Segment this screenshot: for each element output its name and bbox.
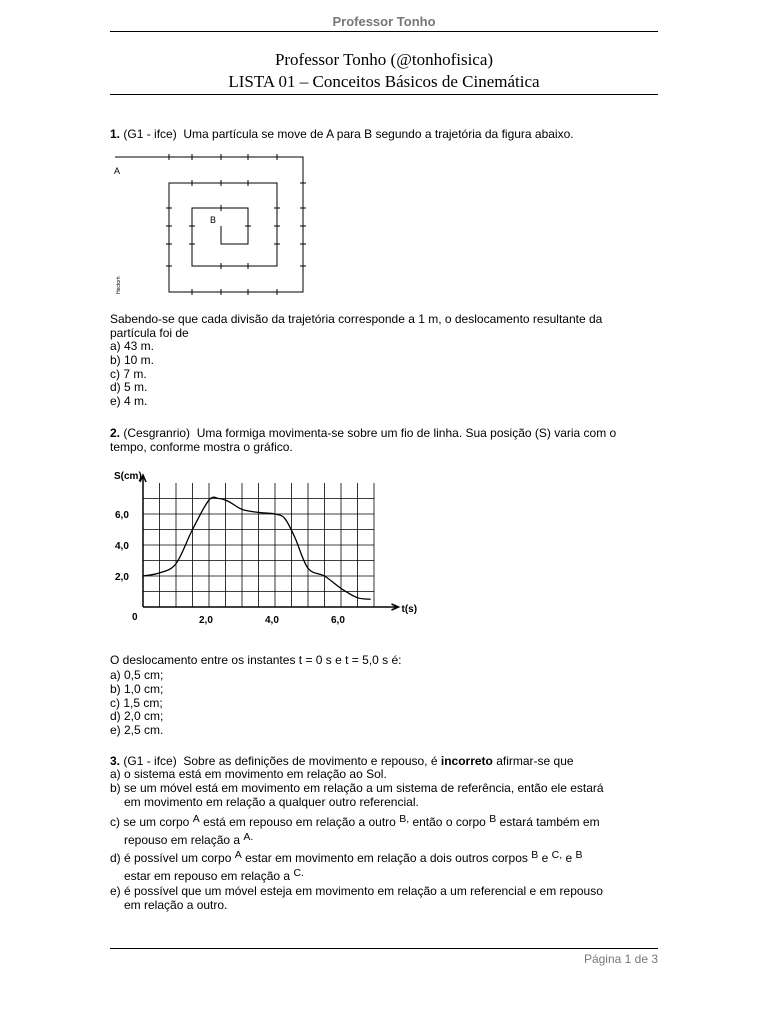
chart-y-tick-2: 2,0: [115, 572, 129, 583]
q1-division-ticks: [166, 154, 306, 295]
chart-grid: [143, 483, 374, 607]
q3-option-e-line1: e) é possível que um móvel esteja em movimento em relação a um referencial e em repouso: [110, 884, 603, 898]
q3-option-d-body-b: B: [531, 849, 539, 861]
chart-x-axis-label: t(s): [401, 604, 418, 615]
q3-option-e-line2: em relação a outro.: [124, 897, 228, 912]
chart-origin-label: 0: [132, 612, 138, 623]
q3-number: 3.: [110, 754, 121, 768]
q3-option-d-body-c: C,: [551, 849, 563, 861]
chart-x-tick-4: 4,0: [265, 615, 279, 626]
q1-label-a: A: [114, 166, 121, 176]
q3-text-bold: incorreto: [440, 754, 493, 768]
document-subtitle: LISTA 01 – Conceitos Básicos de Cinemática: [228, 72, 540, 91]
q3-option-c-line2-text: repouso em relação a: [124, 832, 241, 847]
q1-label-b: B: [210, 215, 217, 225]
q1-option-a: a) 43 m.: [110, 339, 155, 353]
q1-option-b: b) 10 m.: [110, 352, 155, 367]
q3-option-c: [110, 813, 660, 849]
q1-number: 1.: [110, 127, 121, 141]
q1-option-c: c) 7 m.: [110, 366, 147, 381]
q2-option-b: b) 1,0 cm;: [110, 681, 164, 696]
q3-option-c-body-b: B,: [399, 813, 410, 825]
q3-text-post: afirmar-se que: [492, 754, 574, 768]
title-rule: [110, 94, 658, 95]
q3-option-c-pre: c) se um corpo: [110, 815, 190, 829]
q3-option-b-line2: em movimento em relação a qualquer outro referencial.: [124, 794, 419, 809]
q2-source: (Cesgranrio): [123, 426, 191, 440]
q2-text-line1: Uma formiga movimenta-se sobre um fio de linha. Sua posição (S) varia com o: [196, 426, 617, 440]
q3-option-d-and1: e: [541, 851, 549, 865]
q2-text-line2: tempo, conforme mostra o gráfico.: [110, 440, 293, 454]
chart-x-tick-2: 2,0: [199, 615, 213, 626]
q1-text: Uma partícula se move de A para B segundo a trajetória da figura abaixo.: [183, 127, 574, 141]
q3-option-d-pre: d) é possível um corpo: [110, 851, 232, 865]
chart-y-axis: [140, 475, 146, 607]
q3-option-e: [110, 885, 660, 913]
q1-option-e: e) 4 m.: [110, 394, 148, 409]
document-title: Professor Tonho (@tonhofisica): [274, 50, 494, 69]
header-rule: [110, 31, 658, 32]
q3-option-d-and2: e: [565, 851, 573, 865]
q3-option-b-line1: b) se um móvel está em movimento em relação a um sistema de referência, então ele estará: [110, 781, 604, 795]
q2-options: [110, 669, 660, 738]
q2-position-time-chart: [110, 470, 420, 640]
q2-number: 2.: [110, 426, 121, 440]
chart-x-axis: [143, 604, 399, 610]
q2-option-d: d) 2,0 cm;: [110, 709, 164, 724]
chart-axes: [140, 475, 399, 610]
q3-statement: [110, 754, 660, 768]
q3-option-d-line2-text: estar em repouso em relação a: [124, 868, 291, 883]
q3-option-d-body-c2: C.: [293, 866, 304, 879]
chart-y-tick-4: 4,0: [115, 541, 129, 552]
q3-text-pre: Sobre as definições de movimento e repouso, é: [183, 754, 441, 768]
q3-option-a: a) o sistema está em movimento em relação ao Sol.: [110, 767, 387, 781]
q1-figure-credit: Hectorh: [116, 276, 122, 294]
q1-options: [110, 340, 660, 409]
q3-option-d-body-b2: B: [575, 849, 583, 861]
q3-option-d-line2: [110, 866, 660, 885]
q1-option-d: d) 5 m.: [110, 380, 148, 395]
q3-option-d-mid: estar em movimento em relação a dois outros corpos: [245, 851, 528, 865]
page-number: Página 1 de 3: [583, 952, 658, 966]
q1-prompt: [110, 312, 660, 340]
q3-option-c-body-a: A: [192, 813, 200, 825]
q3-option-c-mid: está em repouso em relação a outro: [203, 815, 396, 829]
q2-statement: [110, 426, 660, 454]
q3-option-d-body-a: A: [234, 849, 242, 861]
q2-option-c: c) 1,5 cm;: [110, 695, 163, 710]
chart-series-line: [143, 497, 371, 599]
q1-prompt-line1: Sabendo-se que cada divisão da trajetória corresponde a 1 m, o deslocamento resultante da: [110, 312, 603, 326]
q3-option-c-post: estará também em: [499, 815, 600, 829]
q3-option-c-body-a2: A.: [243, 830, 254, 843]
chart-y-axis-label: S(cm): [114, 471, 142, 482]
q1-trajectory-figure: [110, 152, 320, 300]
q3-option-c-mid2: então o corpo: [412, 815, 486, 829]
q2-option-e: e) 2,5 cm.: [110, 723, 164, 738]
q1-prompt-line2: partícula foi de: [110, 326, 189, 340]
q2-statement-line1: [110, 426, 660, 440]
q2-question: O deslocamento entre os instantes t = 0 s e t = 5,0 s é:: [110, 653, 402, 667]
q3-option-c-line2: [110, 830, 660, 849]
q3-option-b: [110, 782, 660, 810]
running-header: Professor Tonho: [332, 14, 436, 29]
q1-trajectory-path: [115, 157, 303, 292]
q2-option-a: a) 0,5 cm;: [110, 668, 164, 682]
q1-statement: [110, 127, 660, 141]
footer-rule: [110, 948, 658, 949]
q3-option-d: [110, 849, 660, 885]
chart-y-tick-6: 6,0: [115, 510, 129, 521]
q1-source: (G1 - ifce): [123, 127, 177, 141]
chart-x-tick-6: 6,0: [331, 615, 345, 626]
q3-source: (G1 - ifce): [123, 754, 177, 768]
q3-option-c-body-b2: B: [489, 813, 497, 825]
